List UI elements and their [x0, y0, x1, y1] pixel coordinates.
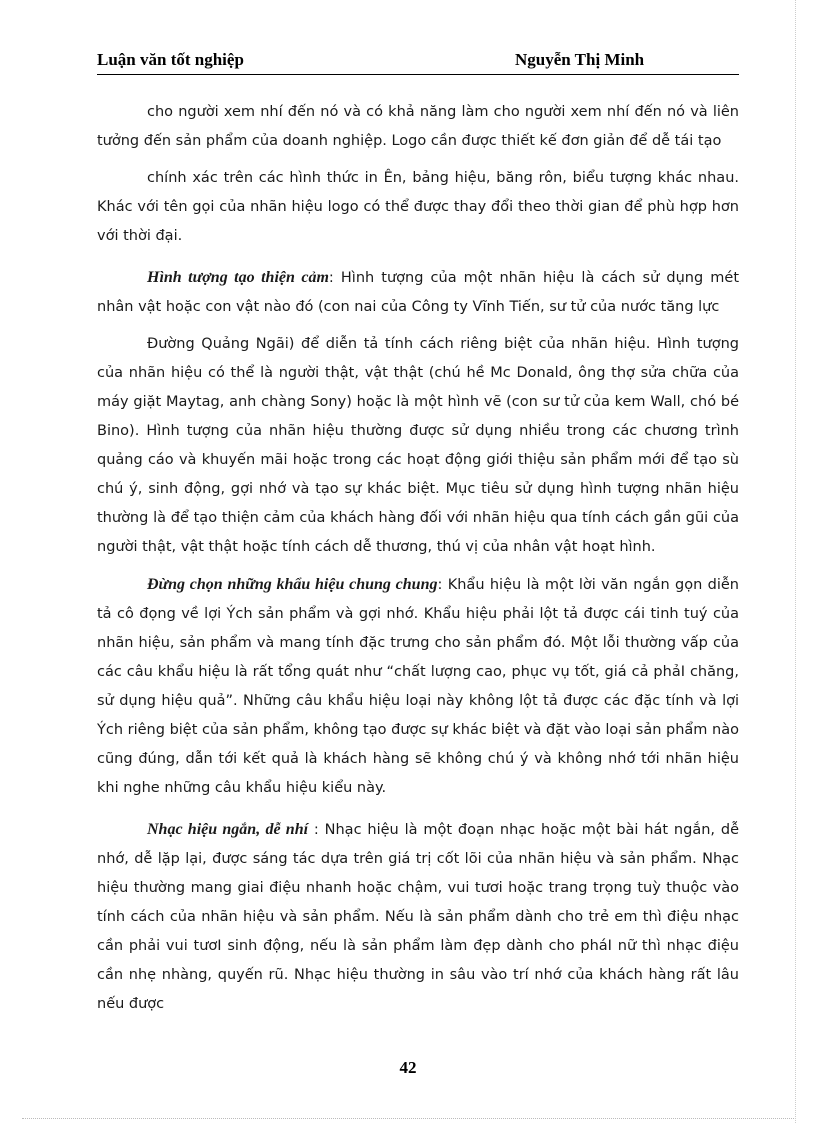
paragraph-jingle [97, 815, 739, 1019]
paragraph-slogan [97, 570, 739, 803]
paragraph-mascot-continued: Đường Quảng Ngãi) để diễn tả tính cách riêng biệt của nhãn hiệu. Hình tượng của nhãn hiệu có thể là người thật, vật thật (chú hề Mc Donald, ông thợ sửa chữa của máy giặt Maytag, anh chàng Sony) hoặc là một hình vẽ (con sư tử của kem Wall, chó bé Bino). Hình tượng của nhãn hiệu thường được sử dụng nhiều trong các chương trình quảng cáo và khuyến mãi hoặc trong các hoạt động giới thiệu sản phẩm mới để tạo sù chú ý, sinh động, gợi nhớ và tạo sự khác biệt. Mục tiêu sử dụng hình tượng nhãn hiệu thường là để tạo thiện cảm của khách hàng đối với nhãn hiệu qua tính cách gần gũi của người thật, vật thật hoặc tính cách dễ thương, thú vị của nhân vật hoạt hình. [97, 336, 739, 555]
term-mascot: Hình tượng tạo thiện cảm [147, 269, 329, 286]
header-title: Luận văn tốt nghiệp [97, 50, 244, 69]
page-bottom-border [22, 1118, 794, 1119]
term-slogan: Đừng chọn những khẩu hiệu chung chung [147, 576, 438, 593]
page-header [97, 44, 739, 75]
term-jingle: Nhạc hiệu ngắn, dễ nhí [147, 821, 309, 838]
page-right-border [795, 0, 796, 1123]
paragraph-jingle-text: : Nhạc hiệu là một đoạn nhạc hoặc một bài hát ngắn, dễ nhớ, dễ lặp lại, được sáng tác dựa trên giá trị cốt lõi của nhãn hiệu và sản phẩm. Nhạc hiệu thường mang giai điệu nhanh hoặc chậm, vui tươi hoặc trang trọng tuỳ thuộc vào tính cách của nhãn hiệu và sản phẩm. Nếu là sản phẩm dành cho trẻ em thì điệu nhạc cần phải vui tươI sinh động, nếu là sản phẩm làm đẹp dành cho pháI nữ thì nhạc điệu cần nhẹ nhàng, quyến rũ. Nhạc hiệu thường in sâu vào trí nhớ của khách hàng rất lâu nếu được [97, 822, 739, 1012]
page-number: 42 [399, 1058, 417, 1077]
paragraph-mascot [97, 263, 739, 322]
header-author: Nguyễn Thị Minh [515, 50, 645, 69]
paragraph-logo-continued: cho người xem nhí đến nó và có khả năng làm cho người xem nhí đến nó và liên tưởng đến sản phẩm của doanh nghiệp. Logo cần được thiết kế đơn giản để dễ tái tạo [97, 104, 739, 149]
body-text [97, 98, 739, 1019]
paragraph-logo-reproduction: chính xác trên các hình thức in Ên, bảng hiệu, băng rôn, biểu tượng khác nhau. Khác với tên gọi của nhãn hiệu logo có thể được thay đổi theo thời gian để phù hợp hơn với thời đại. [97, 170, 739, 244]
paragraph-mascot-text: : Hình tượng của một nhãn hiệu là cách sử dụng mét nhân vật hoặc con vật nào đó (con nai của Công ty Vĩnh Tiến, sư tử của nước tăng lực [97, 270, 739, 315]
paragraph-slogan-text: : Khẩu hiệu là một lời văn ngắn gọn diễn tả cô đọng về lợi Ých sản phẩm và gợi nhớ. Khẩu hiệu phải lột tả được cái tinh tuý của nhãn hiệu, sản phẩm và mang tính đặc trưng cho sản phẩm đó. Một lỗi thường vấp của các câu khẩu hiệu là rất tổng quát như “chất lượng cao, phục vụ tốt, giá cả phảI chăng, sử dụng hiệu quả”. Những câu khẩu hiệu loại này không lột tả được các đặc tính và lợi Ých riêng biệt của sản phẩm, không tạo được sự khác biệt và đặt vào loại sản phẩm nào cũng đúng, dẫn tới kết quả là khách hàng sẽ không chú ý và không nhớ tới nhãn hiệu khi nghe những câu khẩu hiệu kiểu này. [97, 577, 740, 796]
